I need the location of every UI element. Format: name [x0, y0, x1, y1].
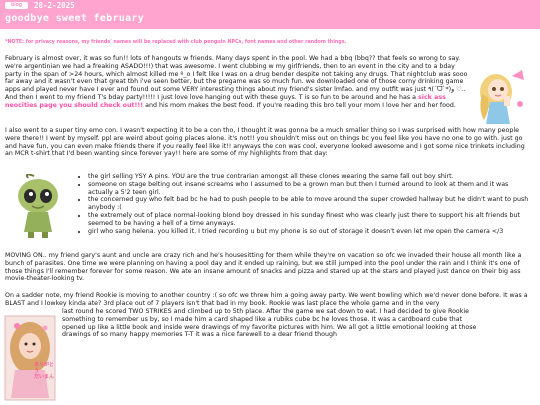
paragraph-text: February is almost over, it was so fun!! lots of hangouts w friends. Many days spent in the pool. We had a bbq (bbq?? that feels so wrong to say. we're argentinian we had a freaking ASADO!!!) that was awesome. I went clubbing w my girlfriends, then to an event in the city and to a bday party in the span of >24 hours, which almost killed me º_o I felt like I was on a drug bender despite not taking any drugs. That nightclub was sooo far away and it wasn't even that great tbh i've seen better, but the pregame was so much fun. we downloaded one of those corny drinking game apps and played never have I ever and found out some VERY interesting things about my friend's sister lmfao. and my outfit was just ٩(ˊᗜˋ*)و ♡.. And then I went to my friend T's bday party!!!!! I just love love hanging out with these guys. T is so fun to be around and he has a: [5, 55, 468, 101]
gir-robot-sticker: [6, 174, 70, 240]
post-tag[interactable]: blog: [5, 2, 28, 9]
paragraph-rookie-cont: last round he scored TWO STRIKES and climbed up to 5th place. After the game we sat down to eat. I had decided to give Rookie something to remember us by, so I made him a card shaped like a rubiks cube bc he loves those. It was a cardboard cube that opened up like a little book and inside were drawings of my favorite pictures with him. We all got a little emotional looking at those drawings of so many happy memories T-T it was a nice farewell to a dear friend though: [62, 308, 477, 339]
paragraph-emo-con: I also went to a super tiny emo con. I wasn't expecting it to be a con tho, I thought it was gonna be a much smaller thing so I was surprised with how many people were there!! I went by myself. ppl are weird about going places alone. it's not!! you shouldn't miss out on things bc you feel like you have no one to go with. just go and have fun, you can even make friends there if you really feel like it!! anyways the con was cool, everyone looked awesome and I got some nice trinkets including an MCR t-shirt that I'd been wanting since forever yay!! here are some of my highlights from that day:: [5, 127, 525, 158]
post-date: 28-2-2025: [34, 1, 75, 10]
highlights-list: [80, 173, 534, 235]
paragraph-rookie: On a sadder note, my friend Rookie is moving to another country :( so ofc we threw him a going away party. We went bowling which we'd never done before. It was a BLAST and I lowkey kinda ate? 3rd place out of 7 players isn't that bad in my book. Rookie was last place the whole game and in the very: [5, 292, 528, 307]
list-item: • the extremely out of place normal-looking blond boy dressed in his sunday finest who was clearly just there to support his alt friends but seemed to be having a hell of a time anyways.: [88, 212, 534, 228]
header-banner: [0, 0, 540, 29]
sticker-caption: ありがとう だいまん: [34, 362, 55, 380]
paragraph-february: [5, 55, 473, 110]
list-item: • the concerned guy who felt bad bc he had to push people to be able to move around the super crowded hallway but he didn't want to push anybody :(: [88, 196, 534, 212]
list-item: • someone on stage belting out insane screams who I assumed to be a grown man but then I turned around to look at them and it was actually a 5'2 teen girl.: [88, 181, 534, 197]
neocities-link[interactable]: sick ass neocities page you should check out!!!: [5, 93, 446, 109]
list-item: • girl who sang helena. you killed it. I tried recording u but my phone is so out of storage it doesn't even let me open the camera </3: [88, 228, 534, 236]
list-item: • the girl selling YSY A pins. YOU are the true contrarian amongst all these clones wearing the same fall out boy shirt.: [88, 173, 534, 181]
anime-girl-sticker: [474, 66, 534, 128]
paragraph-housesitting: MOVING ON.. my friend gary's aunt and uncle are crazy rich and he's housesitting for them while they're on vacation so ofc we invaded their house all month like a bunch of parasites. One time we were planning on having a pool day and it ended up raining, but we still jumped into the pool under the rain and I think it's one of those things I'll remember forever for some reason. We ate an insane amount of snacks and pizza and stared up at the stars and played just dance on their big ass movie-theater-looking tv.: [5, 252, 522, 283]
privacy-note: *NOTE: for privacy reasons, my friends' names will be replaced with club penguin NPCs, font names and other random things.: [5, 40, 347, 45]
paragraph-text: and his mom makes the best food. If you're reading this bro tell your mom I love her and her food.: [143, 101, 456, 109]
girl-photo-sticker: [3, 314, 57, 402]
post-title: goodbye sweet february: [5, 13, 145, 24]
